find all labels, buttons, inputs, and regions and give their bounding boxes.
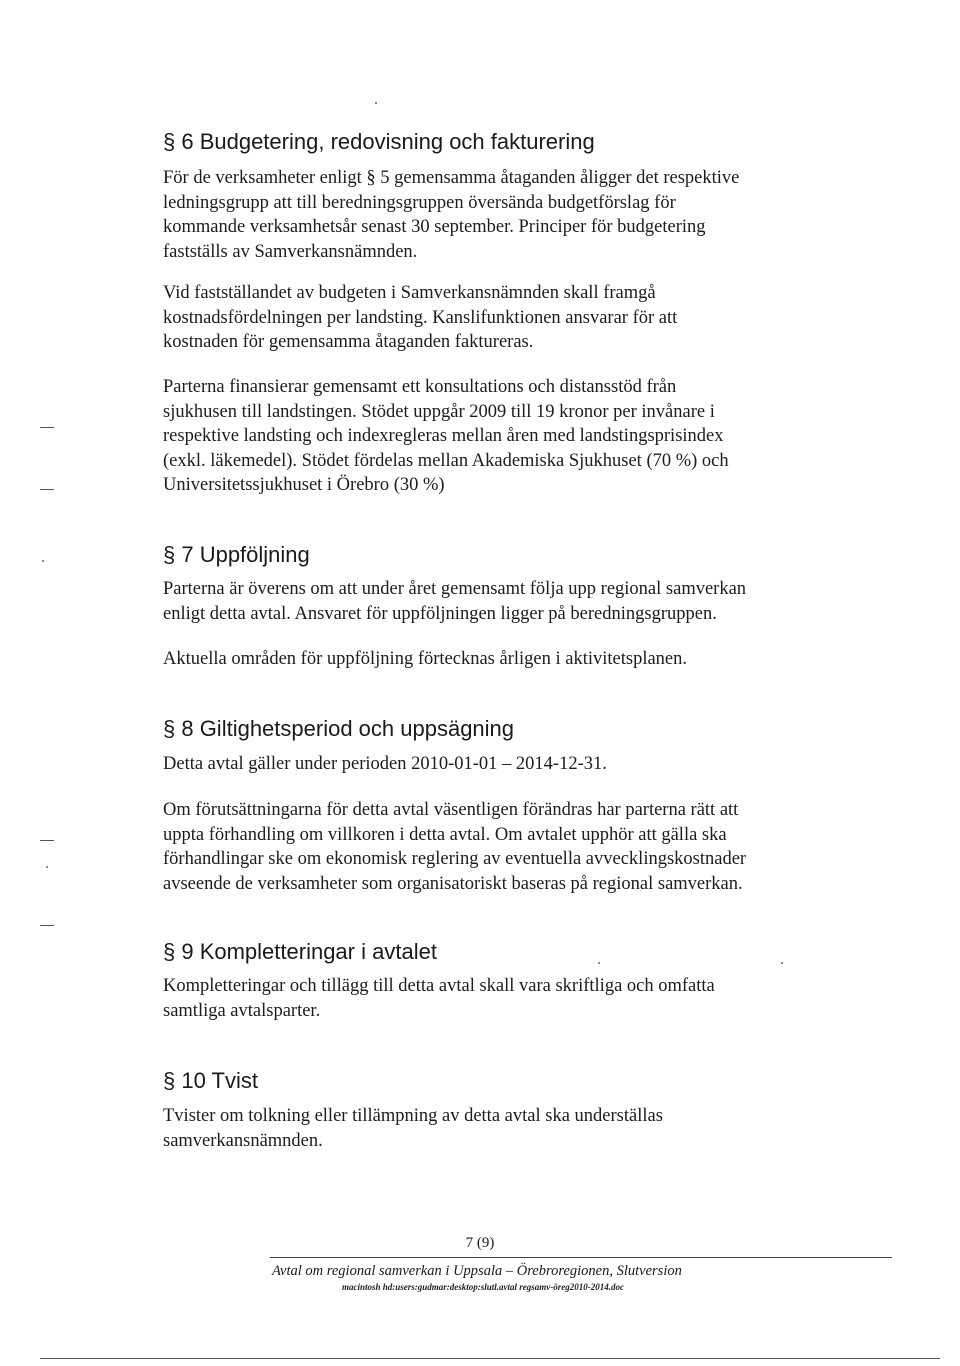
text-line: Aktuella områden för uppföljning förtecknas årligen i aktivitetsplanen. <box>163 649 688 669</box>
scan-dot <box>375 102 377 104</box>
paragraph <box>163 752 823 777</box>
text-line: ledningsgrupp att till beredningsgruppen översända budgetförslag för <box>163 192 676 213</box>
text-line: kommande verksamhetsår senast 30 september. Principer för budgetering <box>163 217 706 237</box>
scan-dot <box>46 866 48 868</box>
text-line: För de verksamheter enligt § 5 gemensamma åtaganden åligger det respektive <box>163 168 740 188</box>
footer-divider <box>270 1257 892 1258</box>
text-line: sjukhusen till landstingen. Stödet uppgår 2009 till 19 kronor per invånare i <box>163 401 715 422</box>
text-line: Kompletteringar och tillägg till detta avtal skall vara skriftliga och omfatta <box>163 976 715 996</box>
paragraph <box>163 281 823 355</box>
paragraph <box>163 577 823 626</box>
paragraph <box>163 1104 823 1153</box>
text-line: Tvister om tolkning eller tillämpning av detta avtal ska underställas <box>163 1106 663 1126</box>
paragraph <box>163 166 823 264</box>
text-line: avseende de verksamheter som organisatoriskt baseras på regional samverkan. <box>163 873 743 894</box>
paragraph <box>163 974 823 1023</box>
paragraph <box>163 375 823 498</box>
text-line: Detta avtal gäller under perioden 2010-01-01 – 2014-12-31. <box>163 754 607 774</box>
scan-dot <box>781 962 783 964</box>
text-line: uppta förhandling om villkoren i detta avtal. Om avtalet upphör att gälla ska <box>163 824 727 845</box>
scan-mark <box>40 489 54 490</box>
footer-file-path: macintosh hd:users:gudmar:desktop:slutl.avtal regsamv-öreg2010-2014.doc <box>342 1282 625 1292</box>
paragraph <box>163 647 823 672</box>
section-heading-7: § 7 Uppföljning <box>163 542 310 567</box>
text-line: kostnaden för gemensamma åtaganden faktureras. <box>163 332 534 352</box>
page-number: 7 (9) <box>465 1235 495 1251</box>
section-heading-8: § 8 Giltighetsperiod och uppsägning <box>163 716 515 741</box>
text-line: Universitetssjukhuset i Örebro (30 %) <box>163 475 445 495</box>
scan-mark <box>40 427 54 428</box>
scan-dot <box>42 560 44 562</box>
text-line: Parterna finansierar gemensamt ett konsultations och distansstöd från <box>163 377 677 397</box>
text-line: förhandlingar ske om ekonomisk reglering av eventuella avvecklingskostnader <box>163 849 747 869</box>
scan-dot <box>598 962 600 964</box>
text-line: Parterna är överens om att under året gemensamt följa upp regional samverkan <box>163 579 747 599</box>
section-heading-9: § 9 Kompletteringar i avtalet <box>163 939 437 964</box>
text-line: (exkl. läkemedel). Stödet fördelas mellan Akademiska Sjukhuset (70 %) och <box>163 450 729 471</box>
section-heading-6: § 6 Budgetering, redovisning och fakturering <box>163 129 595 154</box>
text-line: respektive landsting och indexregleras mellan åren med landstingsprisindex <box>163 426 724 446</box>
text-line: Om förutsättningarna för detta avtal väsentligen förändras har parterna rätt att <box>163 800 739 820</box>
text-line: kostnadsfördelningen per landsting. Kanslifunktionen ansvarar för att <box>163 307 678 328</box>
text-line: Vid fastställandet av budgeten i Samverkansnämnden skall framgå <box>163 283 656 303</box>
text-line: enligt detta avtal. Ansvaret för uppföljningen ligger på beredningsgruppen. <box>163 603 717 624</box>
section-heading-10: § 10 Tvist <box>163 1068 258 1093</box>
text-line: fastställs av Samverkansnämnden. <box>163 241 418 262</box>
footer-title: Avtal om regional samverkan i Uppsala – Örebroregionen, Slutversion <box>272 1263 682 1279</box>
text-line: samtliga avtalsparter. <box>163 1000 321 1021</box>
scan-mark <box>40 925 54 926</box>
bottom-divider <box>40 1358 940 1359</box>
paragraph <box>163 798 823 896</box>
scan-mark <box>40 840 54 841</box>
text-line: samverkansnämnden. <box>163 1130 323 1151</box>
